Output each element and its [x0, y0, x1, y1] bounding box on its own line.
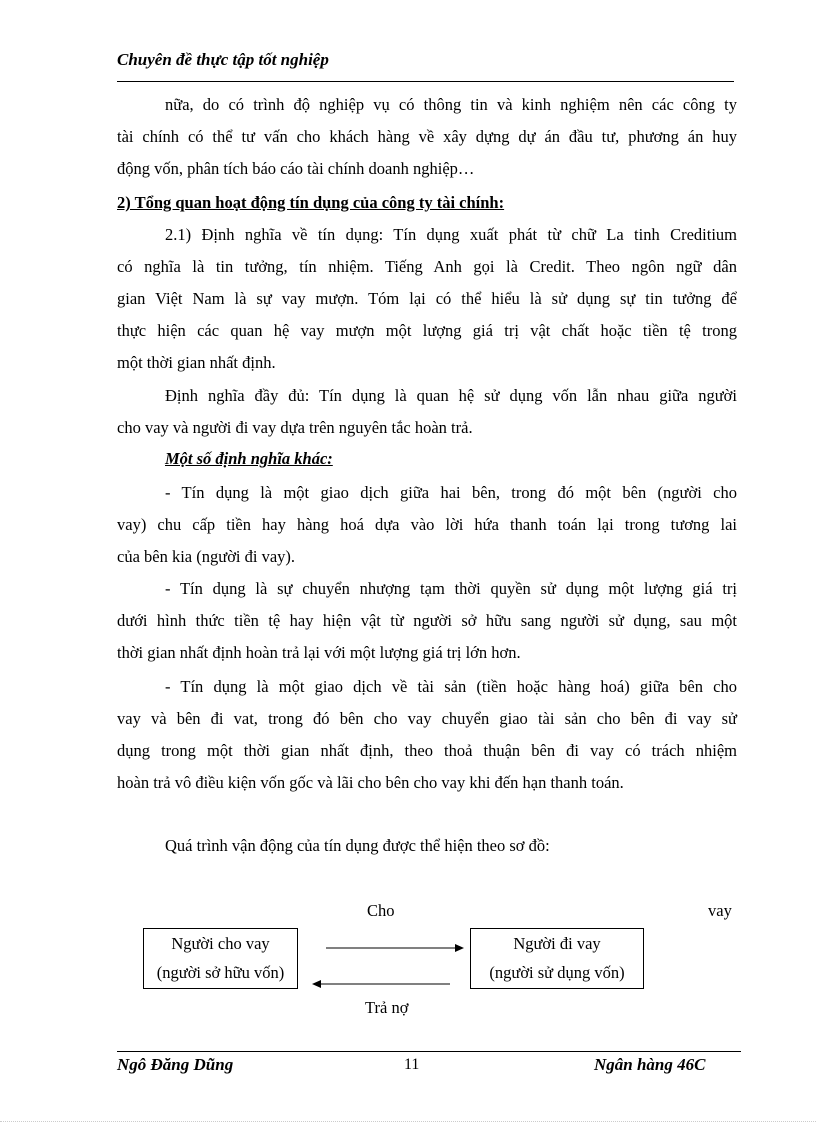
- text-line: gian Việt Nam là sự vay mượn. Tóm lại có thể hiểu là sử dụng sự tin tưởng để: [117, 289, 737, 308]
- text-line: tài chính có thể tư vấn cho khách hàng về xây dựng dự án đầu tư, phương án huy: [117, 127, 737, 146]
- lender-box-subtitle: (người sở hữu vốn): [156, 963, 285, 982]
- definition-1: [117, 477, 737, 573]
- diagram-intro: Quá trình vận động của tín dụng được thể hiện theo sơ đồ:: [165, 836, 550, 855]
- footer-author: Ngô Đăng Dũng: [117, 1055, 234, 1074]
- footer-rule: [117, 1051, 741, 1052]
- text-line: dụng trong một thời gian nhất định, theo thoả thuận bên đi vay có trách nhiệm: [117, 741, 737, 760]
- page-bottom-edge: [0, 1121, 816, 1122]
- section-heading: 2) Tổng quan hoạt động tín dụng của công ty tài chính:: [117, 193, 505, 212]
- text-line: Định nghĩa đầy đủ: Tín dụng là quan hệ sử dụng vốn lẫn nhau giữa người: [165, 386, 737, 405]
- text-line: thực hiện các quan hệ vay mượn một lượng giá trị vật chất hoặc tiền tệ trong: [117, 321, 737, 340]
- text-line: dưới hình thức tiền tệ hay hiện vật từ người sở hữu sang người sử dụng, sau một: [117, 611, 737, 630]
- text-line: vay và bên đi vat, trong đó bên cho vay chuyển giao tài sản cho bên đi vay sử: [117, 709, 737, 728]
- arrow-right-icon: [325, 941, 465, 955]
- label-cho: Cho: [367, 901, 395, 920]
- text-line: 2.1) Định nghĩa về tín dụng: Tín dụng xuất phát từ chữ La tinh Creditium: [165, 225, 737, 244]
- footer-class: Ngân hàng 46C: [594, 1055, 706, 1074]
- lender-box: [143, 928, 298, 989]
- text-line: hoàn trả vô điều kiện vốn gốc và lãi cho bên cho vay khi đến hạn thanh toán.: [117, 773, 624, 792]
- paragraph-full-definition: [117, 380, 737, 444]
- header-rule: [117, 81, 734, 82]
- text-line: - Tín dụng là sự chuyển nhượng tạm thời quyền sử dụng một lượng giá trị: [165, 579, 737, 598]
- definition-3: [117, 671, 737, 799]
- text-line: - Tín dụng là một giao dịch về tài sản (tiền hoặc hàng hoá) giữa bên cho: [165, 677, 737, 696]
- text-line: có nghĩa là tin tưởng, tín nhiệm. Tiếng Anh gọi là Credit. Theo ngôn ngữ dân: [117, 257, 737, 276]
- definition-2: [117, 573, 737, 669]
- lender-box-title: Người cho vay: [171, 934, 270, 953]
- text-line: cho vay và người đi vay dựa trên nguyên tắc hoàn trả.: [117, 418, 473, 437]
- text-line: động vốn, phân tích báo cáo tài chính doanh nghiệp…: [117, 159, 475, 178]
- text-line: vay) chu cấp tiền hay hàng hoá dựa vào lời hứa thanh toán lại trong tương lai: [117, 515, 737, 534]
- label-tra-no: Trả nợ: [365, 998, 409, 1017]
- arrow-left-icon: [311, 977, 451, 991]
- page-number: 11: [404, 1056, 420, 1073]
- text-line: một thời gian nhất định.: [117, 353, 276, 372]
- text-line: thời gian nhất định hoàn trả lại với một lượng giá trị lớn hơn.: [117, 643, 521, 662]
- label-vay: vay: [708, 901, 732, 920]
- paragraph-intro: [117, 89, 737, 185]
- text-line: của bên kia (người đi vay).: [117, 547, 296, 566]
- borrower-box-title: Người đi vay: [513, 934, 601, 953]
- paragraph-definition: [117, 219, 737, 379]
- subheading-other-definitions: Một số định nghĩa khác:: [165, 449, 333, 468]
- text-line: - Tín dụng là một giao dịch giữa hai bên, trong đó một bên (người cho: [165, 483, 737, 502]
- borrower-box: [470, 928, 644, 989]
- page-header-title: Chuyên đề thực tập tốt nghiệp: [117, 50, 329, 69]
- text-line: nữa, do có trình độ nghiệp vụ có thông tin và kinh nghiệm nên các công ty: [165, 95, 737, 114]
- borrower-box-subtitle: (người sử dụng vốn): [489, 963, 625, 982]
